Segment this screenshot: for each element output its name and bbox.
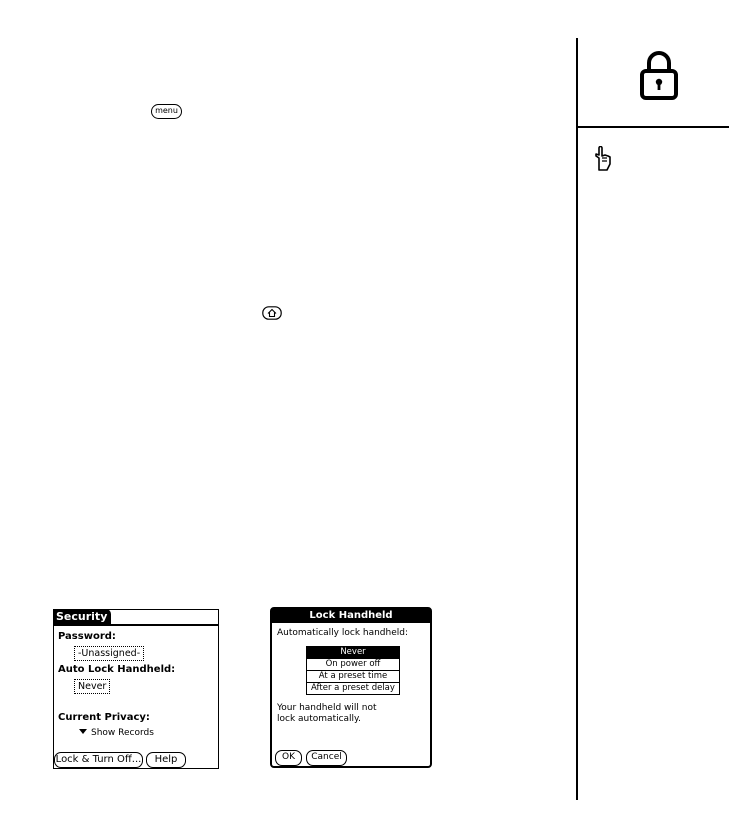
password-label: Password:	[58, 631, 116, 642]
password-field[interactable]: -Unassigned-	[74, 646, 144, 661]
lock-icon	[639, 50, 679, 100]
privacy-value: Show Records	[91, 728, 154, 738]
lock-options-list	[306, 646, 400, 695]
menu-button-icon: menu	[151, 104, 182, 119]
dropdown-triangle-icon	[79, 729, 87, 734]
sidebar-divider	[576, 38, 578, 800]
home-icon	[262, 306, 282, 320]
auto-lock-label: Auto Lock Handheld:	[58, 664, 176, 675]
pointing-hand-icon	[592, 146, 614, 172]
auto-lock-field[interactable]: Never	[74, 679, 110, 694]
help-button[interactable]: Help	[146, 752, 186, 768]
lock-handheld-dialog	[270, 607, 432, 768]
security-screen	[53, 609, 219, 769]
option-never[interactable]: Never	[307, 647, 399, 658]
privacy-label: Current Privacy:	[58, 712, 150, 723]
privacy-picker[interactable]	[79, 728, 154, 738]
security-title: Security	[53, 609, 111, 626]
option-on-power-off[interactable]: On power off	[307, 658, 399, 670]
option-preset-time[interactable]: At a preset time	[307, 670, 399, 682]
ok-button[interactable]: OK	[275, 750, 302, 766]
dialog-message: Your handheld will not lock automatically.	[277, 703, 377, 724]
option-preset-delay[interactable]: After a preset delay	[307, 682, 399, 694]
dialog-prompt: Automatically lock handheld:	[277, 628, 409, 638]
cancel-button[interactable]: Cancel	[306, 750, 347, 766]
lock-turn-off-button[interactable]: Lock & Turn Off...	[54, 752, 143, 768]
dialog-title: Lock Handheld	[272, 609, 430, 623]
sidebar-rule	[576, 126, 729, 128]
